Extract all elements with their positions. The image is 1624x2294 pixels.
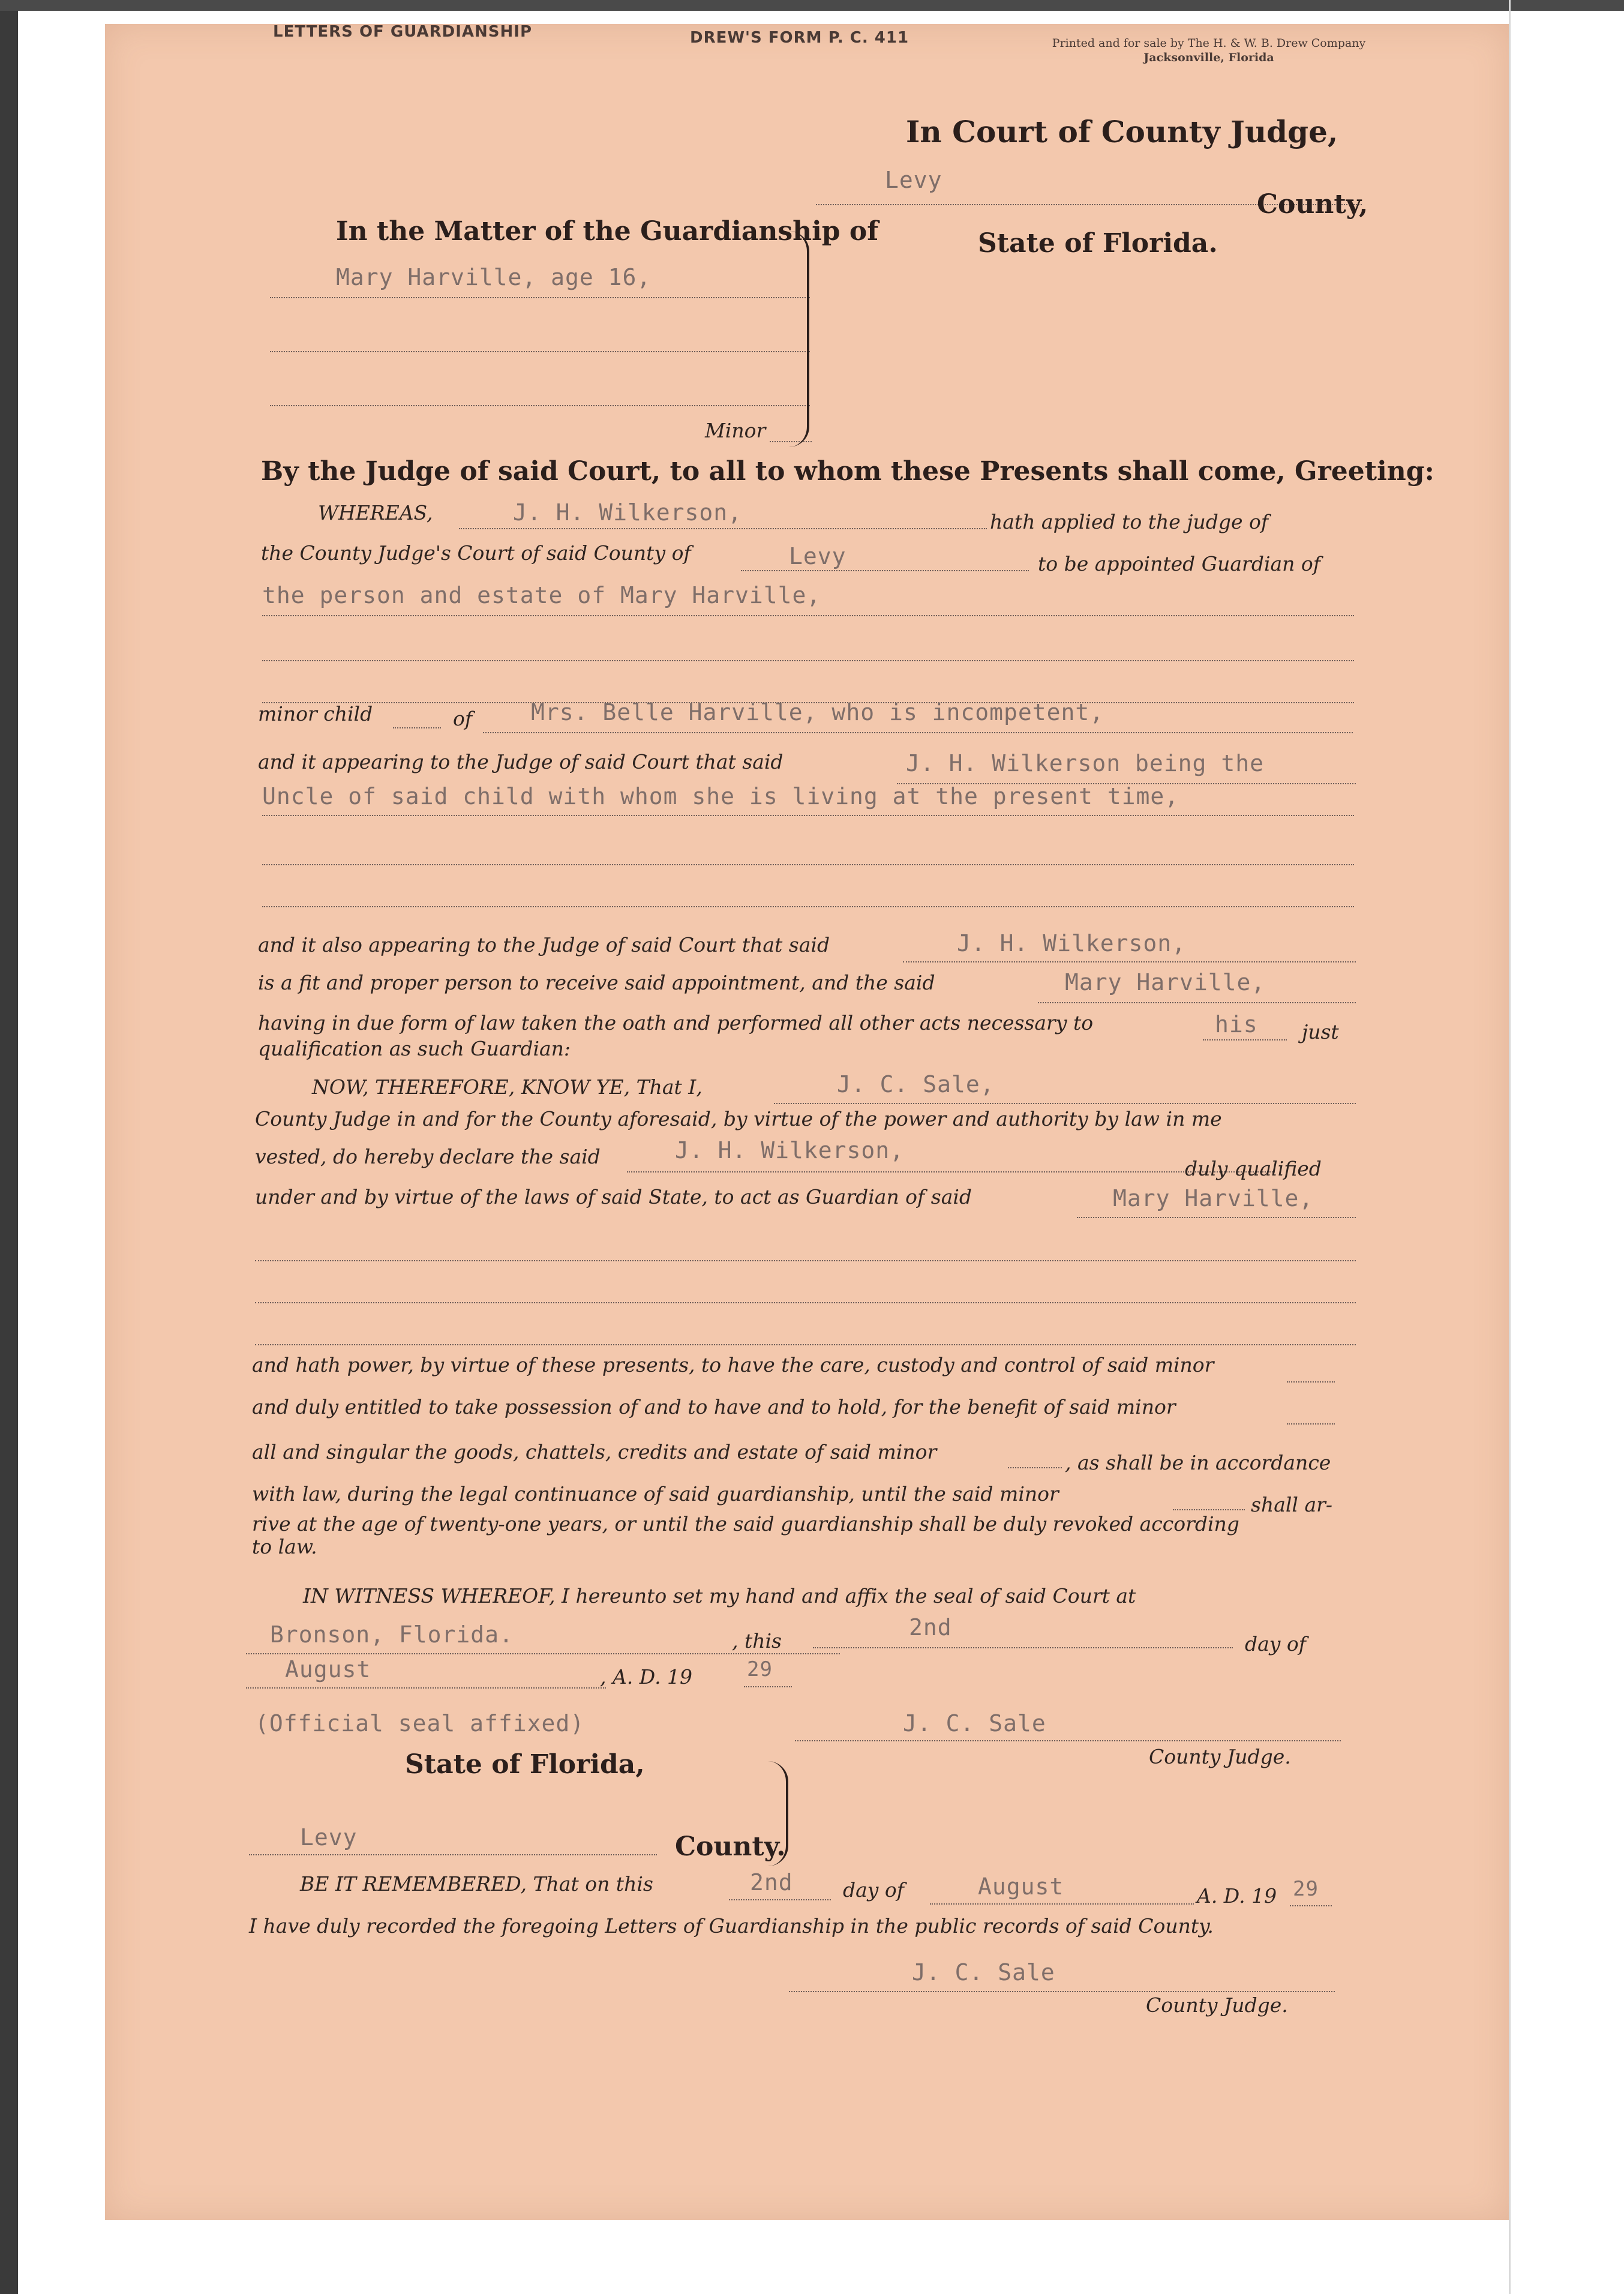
power-blank-4 [1173,1509,1245,1510]
power-line-3: all and singular the goods, chattels, credits and estate of said minor [252,1440,937,1464]
guardian-of-said-value: Mary Harville, [1113,1185,1314,1212]
pronoun-value: his [1215,1011,1258,1037]
power-blank-2 [1287,1423,1335,1425]
recording-remembered: BE IT REMEMBERED, That on this [300,1872,653,1896]
now-therefore-label: NOW, THEREFORE, KNOW YE, That I, [312,1075,703,1099]
recording-signature-title: County Judge. [1146,1993,1288,2017]
witness-text: IN WITNESS WHEREOF, I hereunto set my hand and affix the seal of said Court at [303,1584,1136,1608]
guardian-of-value: the person and estate of Mary Harville, [262,582,821,608]
vested-label: vested, do hereby declare the said [255,1145,601,1168]
recording-month: August [978,1873,1064,1900]
power-blank-1 [1287,1381,1335,1383]
recording-year: 29 [1293,1877,1319,1901]
blank-line-2 [255,1302,1356,1303]
whereas-label: WHEREAS, [318,501,433,524]
county-judge-text: County Judge in and for the County aforesaid, by virtue of the power and authority by law in me [255,1107,1222,1130]
recording-county-value: Levy [300,1824,358,1851]
power-line-1: and hath power, by virtue of these presents, to have the care, custody and control of said minor [252,1353,1214,1377]
form-number: DREW'S FORM P. C. 411 [690,29,909,47]
printer-info [1017,36,1401,65]
witness-day-value: 2nd [909,1614,952,1641]
recording-month-line [930,1903,1194,1905]
seal-note: (Official seal affixed) [255,1710,585,1737]
document-page [105,24,1509,2220]
declared-name-value: J. H. Wilkerson, [675,1137,905,1164]
power-line-6: to law. [252,1535,317,1558]
of-label: of [453,707,473,730]
recording-county-label: County. [675,1831,786,1862]
power-line-4: with law, during the legal continuance of said guardianship, until the said minor [252,1482,1059,1506]
fit-person-value: J. H. Wilkerson, [957,930,1187,956]
judge-name-line [774,1103,1356,1104]
scan-edge-right [1509,0,1511,2294]
witness-signature-title: County Judge. [1149,1745,1291,1768]
recording-signature: J. C. Sale [912,1959,1055,1986]
witness-ad-label: , A. D. 19 [600,1665,693,1689]
recording-year-line [1290,1905,1332,1906]
to-be-appointed-text: to be appointed Guardian of [1038,552,1321,575]
ward-line-3 [270,405,810,406]
ward-line-2 [270,351,810,352]
court-county-label: County, [1257,189,1368,220]
power-line-3-end: , as shall be in accordance [1065,1451,1331,1474]
blank-line-1 [255,1260,1356,1261]
court-title: In Court of County Judge, [906,114,1338,149]
greeting: By the Judge of said Court, to all to whom these Presents shall come, Greeting: [261,456,1434,487]
recorded-text: I have duly recorded the foregoing Letters of Guardianship in the public records of said County. [249,1914,1214,1938]
witness-day-of: day of [1245,1632,1307,1656]
having-label: having in due form of law taken the oath and performed all other acts necessary to [258,1011,1094,1034]
witness-this-label: , this [732,1629,782,1653]
power-blank-3 [1008,1467,1062,1468]
form-type: LETTERS OF GUARDIANSHIP [273,23,533,41]
pronoun-line [1203,1039,1287,1040]
recording-day-line [729,1899,831,1900]
parent-line [483,732,1353,733]
ward-value: Mary Harville, age 16, [336,264,652,290]
reason-line-2: Uncle of said child with whom she is living at the present time, [262,783,1179,809]
power-line-2: and duly entitled to take possession of and to have and to hold, for the benefit of said minor [252,1395,1176,1419]
witness-place-line [246,1653,840,1654]
printer-line-1: Printed and for sale by The H. & W. B. Drew Company [1052,37,1366,50]
court-county-value: Levy [885,167,942,193]
reason-underline-2 [262,815,1354,816]
witness-signature: J. C. Sale [903,1710,1046,1737]
just-label: just [1302,1020,1339,1043]
also-appearing-label: and it also appearing to the Judge of said Court that said [258,933,830,956]
applicant-value: J. H. Wilkerson, [513,499,743,526]
witness-year-line [744,1686,792,1687]
witness-place: Bronson, Florida. [270,1621,514,1648]
matter-heading: In the Matter of the Guardianship of [336,216,879,247]
hath-applied-text: hath applied to the judge of [990,510,1269,533]
guardian-of-line-1 [262,615,1354,616]
guardian-of-said-line [1077,1217,1356,1218]
recording-day: 2nd [750,1869,793,1896]
recording-ad-label: A. D. 19 [1197,1884,1277,1908]
fit-label: is a fit and proper person to receive said appointment, and the said [258,971,935,994]
recording-state: State of Florida, [405,1749,645,1780]
reason-underline-3 [262,864,1354,865]
state-label: State of Florida. [978,228,1218,259]
county2-value: Levy [789,543,846,569]
duly-qualified-text: duly qualified [1185,1157,1322,1180]
witness-month-line [246,1687,606,1689]
blank-line-3 [255,1344,1356,1345]
said-name-line [1038,1002,1356,1003]
said-name-value: Mary Harville, [1065,969,1266,995]
power-line-4-end: shall ar- [1251,1493,1333,1516]
matter-brace [789,231,809,447]
county2-line [741,570,1029,571]
witness-month: August [285,1656,371,1683]
parent-value: Mrs. Belle Harville, who is incompetent, [531,699,1104,725]
minor-label: Minor [705,419,766,442]
power-line-5: rive at the age of twenty-one years, or until the said guardianship shall be duly revoked according [252,1512,1239,1536]
guardian-of-line-2 [262,660,1354,661]
appearing-label: and it appearing to the Judge of said Court that said [258,750,784,773]
reason-underline-4 [262,906,1354,907]
under-label: under and by virtue of the laws of said State, to act as Guardian of said [255,1185,972,1209]
qualification-label: qualification as such Guardian: [258,1037,571,1060]
minor-child-line [393,727,441,728]
declared-name-line [627,1171,1275,1173]
witness-year: 29 [747,1657,773,1681]
recording-day-of: day of [843,1878,905,1902]
witness-day-line [813,1647,1233,1648]
witness-signature-line [795,1740,1341,1741]
applicant-line [459,528,987,529]
fit-person-line [903,961,1356,962]
scan-edge-left [0,0,18,2294]
recording-signature-line [789,1991,1335,1992]
ward-line-1 [270,297,810,298]
scan-edge-top [0,0,1624,11]
recording-county-line [249,1854,657,1855]
court-of-county-text: the County Judge's Court of said County of [261,541,691,565]
reason-line-1: J. H. Wilkerson being the [906,750,1264,776]
minor-child-label: minor child [258,702,373,725]
printer-line-2: Jacksonville, Florida [1143,51,1274,64]
judge-name-value: J. C. Sale, [837,1071,995,1097]
